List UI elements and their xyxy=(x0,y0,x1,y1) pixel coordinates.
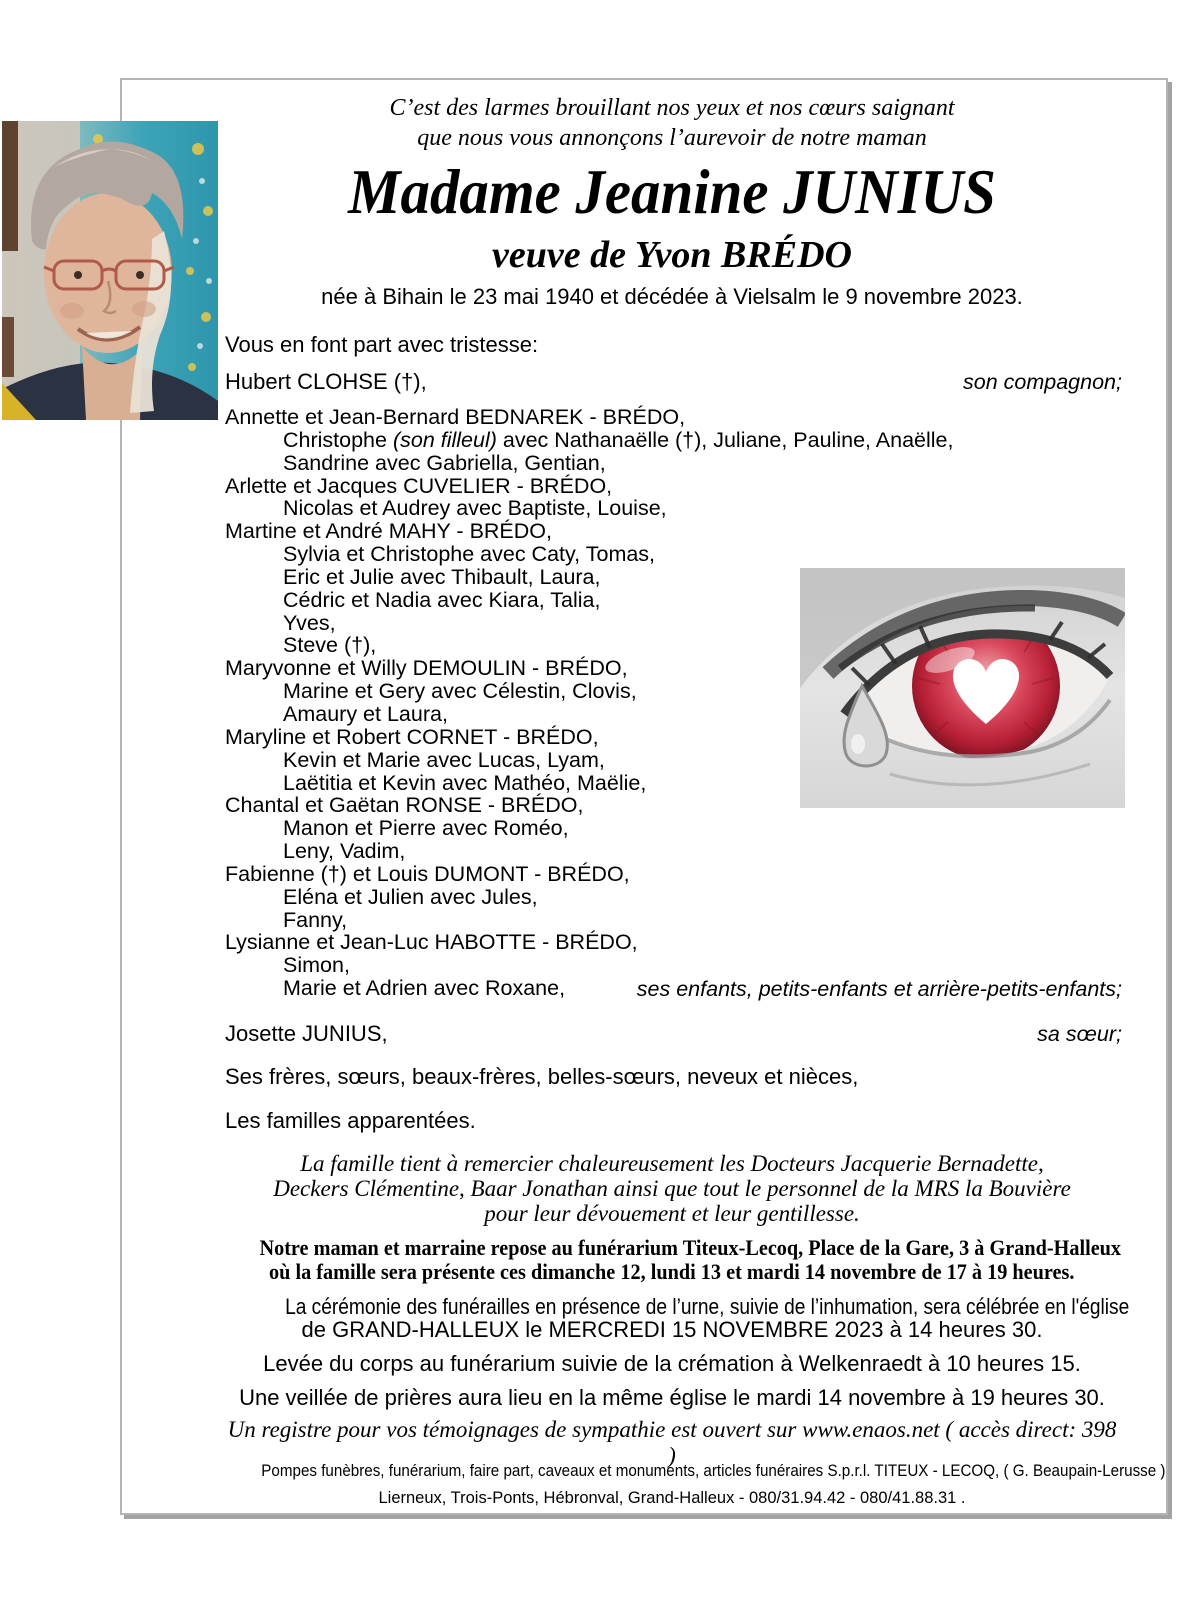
family-line-text: Eric et Julie avec Thibault, Laura, xyxy=(283,564,601,589)
intro-line-1: C’est des larmes brouillant nos yeux et nos cœurs saignant xyxy=(389,95,955,121)
family-line xyxy=(225,475,953,498)
repose-notice-line-1: Notre maman et marraine repose au funérarium Titeux-Lecoq, Place de la Gare, 3 à Grand-Halleux xyxy=(259,1235,1122,1260)
family-line xyxy=(225,452,953,475)
ceremony-line-1: La cérémonie des funérailles en présence de l’urne, suivie de l’inhumation, sera célébrée en l'église xyxy=(285,1294,1130,1319)
family-line-text: Marine et Gery avec Célestin, Clovis, xyxy=(283,679,637,704)
tribute-line-2: Deckers Clémentine, Baar Jonathan ainsi que tout le personnel de la MRS la Bouvière xyxy=(273,1176,1071,1201)
family-line-text: Cédric et Nadia avec Kiara, Talia, xyxy=(283,587,601,612)
family-line-text: Kevin et Marie avec Lucas, Lyam, xyxy=(283,747,605,772)
family-line-text: Fanny, xyxy=(283,907,348,932)
repose-notice-line-2: où la famille sera présente ces dimanche 12, lundi 13 et mardi 14 novembre de 17 à 19 heures. xyxy=(269,1258,1075,1284)
family-line-text: Simon, xyxy=(283,953,350,978)
cremation-line: Levée du corps au funérarium suivie de la crémation à Welkenraedt à 10 heures 15. xyxy=(263,1351,1081,1376)
funeral-home-footer xyxy=(222,1458,1166,1512)
family-line-text: Nicolas et Audrey avec Baptiste, Louise, xyxy=(283,496,667,521)
footer-line-1: Pompes funèbres, funérarium, faire part, caveaux et monuments, articles funéraires S.p.r.l. TITEUX - LECOQ, ( G. Beaupain-Lerusse ) xyxy=(261,1462,1166,1480)
family-line-text: Chantal et Gaëtan RONSE - BRÉDO, xyxy=(225,793,584,818)
companion-name: Hubert CLOHSE (†), xyxy=(225,369,427,394)
family-line-text: Martine et André MAHY - BRÉDO, xyxy=(225,519,552,544)
sister-relation: sa sœur; xyxy=(1037,1022,1122,1046)
portrait-photo-graphic xyxy=(2,121,218,420)
family-line-text: Manon et Pierre avec Roméo, xyxy=(283,816,569,841)
deceased-name: Madame Jeanine JUNIUS xyxy=(348,156,996,227)
family-line xyxy=(225,429,953,452)
family-line-text: Marie et Adrien avec Roxane, xyxy=(283,976,566,1001)
family-line-text: Lysianne et Jean-Luc HABOTTE - BRÉDO, xyxy=(225,930,638,955)
vigil-line: Une veillée de prières aura lieu en la même église le mardi 14 novembre à 19 heures 30. xyxy=(239,1385,1105,1410)
family-line xyxy=(225,886,953,909)
family-line-text: Christophe (son filleul) avec Nathanaëlle (†), Juliane, Pauline, Anaëlle, xyxy=(283,427,954,452)
family-line xyxy=(225,497,953,520)
tribute-line-1: La famille tient à remercier chaleureusement les Docteurs Jacquerie Bernadette, xyxy=(300,1151,1044,1176)
family-line-text: Sandrine avec Gabriella, Gentian, xyxy=(283,450,606,475)
family-line-text: Amaury et Laura, xyxy=(283,701,448,726)
intro-line-2: que nous vous annonçons l’aurevoir de notre maman xyxy=(417,125,927,151)
family-line xyxy=(225,520,953,543)
family-line-text: Yves, xyxy=(283,610,336,635)
ceremony-paragraph xyxy=(222,1294,1130,1342)
siblings-line: Ses frères, sœurs, beaux-frères, belles-sœurs, neveux et nièces, xyxy=(225,1064,859,1089)
family-line xyxy=(225,817,953,840)
family-line-text: Leny, Vadim, xyxy=(283,839,406,864)
children-relation: ses enfants, petits-enfants et arrière-petits-enfants; xyxy=(636,977,1122,1001)
family-line-text: Steve (†), xyxy=(283,633,377,658)
deceased-name-wrap xyxy=(222,157,1122,227)
family-line xyxy=(225,406,953,429)
sister-name: Josette JUNIUS, xyxy=(225,1021,388,1046)
eye-heart-image xyxy=(800,568,1125,808)
companion-relation: son compagnon; xyxy=(963,370,1122,394)
family-line xyxy=(225,931,953,954)
tribute-line-3: pour leur dévouement et leur gentillesse. xyxy=(484,1201,860,1226)
family-line xyxy=(225,954,953,977)
family-line xyxy=(225,543,953,566)
widow-of-line: veuve de Yvon BRÉDO xyxy=(492,234,852,276)
eye-heart-graphic xyxy=(800,568,1125,808)
announcement-intro: Vous en font part avec tristesse: xyxy=(225,332,539,357)
repose-notice xyxy=(222,1236,1122,1283)
family-line xyxy=(225,840,953,863)
tribute-paragraph xyxy=(222,1151,1122,1226)
portrait-photo xyxy=(2,121,218,420)
family-line-text: Laëtitia et Kevin avec Mathéo, Maëlie, xyxy=(283,770,647,795)
family-line xyxy=(225,863,953,886)
family-line-text: Arlette et Jacques CUVELIER - BRÉDO, xyxy=(225,473,613,498)
ceremony-line-2: de GRAND-HALLEUX le MERCREDI 15 NOVEMBRE 2023 à 14 heures 30. xyxy=(301,1317,1043,1342)
family-line-text: Annette et Jean-Bernard BEDNAREK - BRÉDO, xyxy=(225,405,686,429)
family-line xyxy=(225,909,953,932)
family-line-text: Eléna et Julien avec Jules, xyxy=(283,884,538,909)
family-line-text: Fabienne (†) et Louis DUMONT - BRÉDO, xyxy=(225,861,630,886)
family-line-text: Maryline et Robert CORNET - BRÉDO, xyxy=(225,724,599,749)
footer-line-2: Lierneux, Trois-Ponts, Hébronval, Grand-Halleux - 080/31.94.42 - 080/41.88.31 . xyxy=(378,1489,966,1507)
family-line-text: Maryvonne et Willy DEMOULIN - BRÉDO, xyxy=(225,656,628,681)
register-line: Un registre pour vos témoignages de sympathie est ouvert sur www.enaos.net ( accès direct: 398 ) xyxy=(227,1417,1117,1468)
birth-death-line: née à Bihain le 23 mai 1940 et décédée à Vielsalm le 9 novembre 2023. xyxy=(321,284,1023,309)
related-families-line: Les familles apparentées. xyxy=(225,1108,476,1133)
family-line-text: Sylvia et Christophe avec Caty, Tomas, xyxy=(283,542,656,567)
